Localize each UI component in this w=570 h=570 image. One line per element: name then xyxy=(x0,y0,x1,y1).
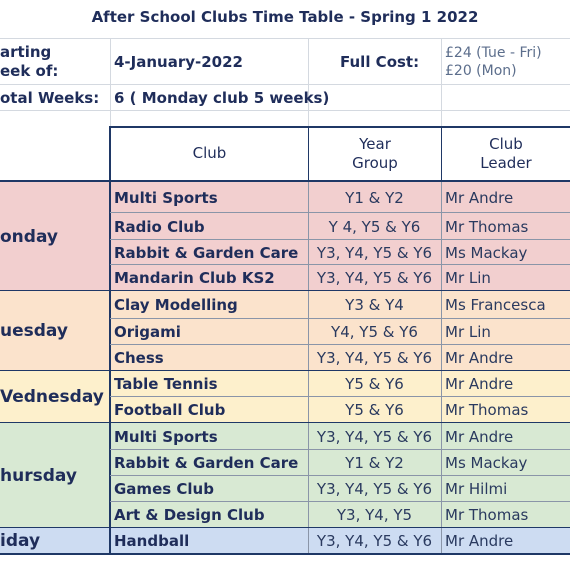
year-group: Y3, Y4, Y5 & Y6 xyxy=(316,349,433,367)
table-row xyxy=(110,182,570,213)
day-separator xyxy=(0,553,570,555)
starting-label-line-2: eek of: xyxy=(0,62,59,80)
cost-line-2: £20 (Mon) xyxy=(445,63,517,79)
club-name: Mandarin Club KS2 xyxy=(114,269,275,287)
year-group: Y1 & Y2 xyxy=(345,454,404,472)
year-group: Y3 & Y4 xyxy=(345,296,404,314)
year-group: Y5 & Y6 xyxy=(345,375,404,393)
club-leader: Mr Lin xyxy=(445,323,491,341)
header-leader-line-1: Club xyxy=(489,134,523,153)
table-row xyxy=(110,397,570,423)
day-name: Vednesday xyxy=(0,387,104,407)
club-leader: Mr Andre xyxy=(445,532,514,550)
club-leader: Mr Thomas xyxy=(445,217,529,236)
club-name: Rabbit & Garden Care xyxy=(114,454,299,472)
day-label xyxy=(0,291,110,371)
day-name: onday xyxy=(0,226,58,247)
starting-week-label xyxy=(0,40,108,84)
club-name: Chess xyxy=(114,349,164,367)
day-label xyxy=(0,528,110,554)
header-club-leader xyxy=(442,128,570,180)
table-row xyxy=(110,476,570,502)
header-year-line-1: Year xyxy=(359,134,391,153)
year-group: Y3, Y4, Y5 & Y6 xyxy=(316,532,433,550)
full-cost-label: Full Cost: xyxy=(340,53,420,71)
club-leader: Mr Thomas xyxy=(445,506,529,524)
club-name: Radio Club xyxy=(114,217,205,236)
table-row xyxy=(110,502,570,528)
full-cost-value xyxy=(445,39,570,85)
table-row xyxy=(110,319,570,345)
club-leader: Ms Mackay xyxy=(445,454,528,472)
cost-line-1: £24 (Tue - Fri) xyxy=(445,44,542,61)
table-row xyxy=(110,450,570,476)
year-group: Y3, Y4, Y5 & Y6 xyxy=(316,269,433,287)
club-name: Games Club xyxy=(114,480,214,498)
table-row xyxy=(110,291,570,319)
day-label xyxy=(0,371,110,423)
year-group: Y 4, Y5 & Y6 xyxy=(328,217,421,236)
club-name: Rabbit & Garden Care xyxy=(114,243,299,262)
club-name: Handball xyxy=(114,532,190,550)
club-name: Multi Sports xyxy=(114,427,218,446)
year-group: Y3, Y4, Y5 xyxy=(336,506,413,524)
club-leader: Ms Mackay xyxy=(445,243,528,262)
day-name: iday xyxy=(0,531,41,551)
club-name: Art & Design Club xyxy=(114,506,265,524)
club-name: Origami xyxy=(114,323,181,341)
table-row xyxy=(110,265,570,291)
day-name: hursday xyxy=(0,465,77,486)
year-group: Y3, Y4, Y5 & Y6 xyxy=(316,427,433,446)
day-label xyxy=(0,182,110,291)
club-leader: Mr Thomas xyxy=(445,401,529,419)
header-year-group xyxy=(309,128,441,180)
year-group: Y5 & Y6 xyxy=(345,401,404,419)
year-group: Y4, Y5 & Y6 xyxy=(331,323,418,341)
club-leader: Mr Lin xyxy=(445,269,491,287)
club-leader: Mr Andre xyxy=(445,427,514,446)
club-name: Table Tennis xyxy=(114,375,218,393)
table-row xyxy=(110,345,570,371)
club-leader: Mr Andre xyxy=(445,375,514,393)
total-weeks-label: otal Weeks: xyxy=(0,88,100,107)
starting-week-value: 4-January-2022 xyxy=(114,53,243,71)
year-group: Y3, Y4, Y5 & Y6 xyxy=(316,243,433,262)
table-row xyxy=(110,213,570,240)
info-grid-line xyxy=(441,38,442,126)
club-name: Football Club xyxy=(114,401,226,419)
club-name: Clay Modelling xyxy=(114,296,238,314)
header-leader-line-2: Leader xyxy=(480,154,532,172)
header-club: Club xyxy=(192,144,227,163)
year-group: Y3, Y4, Y5 & Y6 xyxy=(316,480,433,498)
day-label xyxy=(0,423,110,528)
total-weeks-value: 6 ( Monday club 5 weeks) xyxy=(114,88,330,107)
info-grid-line xyxy=(0,110,570,111)
info-grid-line xyxy=(110,38,111,126)
header-year-line-2: Group xyxy=(352,154,398,172)
table-row xyxy=(110,528,570,554)
info-grid-line xyxy=(308,38,309,126)
table-row xyxy=(110,240,570,265)
year-group: Y1 & Y2 xyxy=(345,188,404,207)
page-title: After School Clubs Time Table - Spring 1 2022 xyxy=(91,8,479,26)
club-name: Multi Sports xyxy=(114,188,218,207)
table-row xyxy=(110,371,570,397)
club-leader: Mr Hilmi xyxy=(445,480,508,498)
starting-label-line-1: arting xyxy=(0,43,52,62)
club-leader: Ms Francesca xyxy=(445,296,546,314)
day-name: uesday xyxy=(0,321,68,341)
club-leader: Mr Andre xyxy=(445,349,514,367)
table-row xyxy=(110,423,570,450)
club-leader: Mr Andre xyxy=(445,188,514,207)
